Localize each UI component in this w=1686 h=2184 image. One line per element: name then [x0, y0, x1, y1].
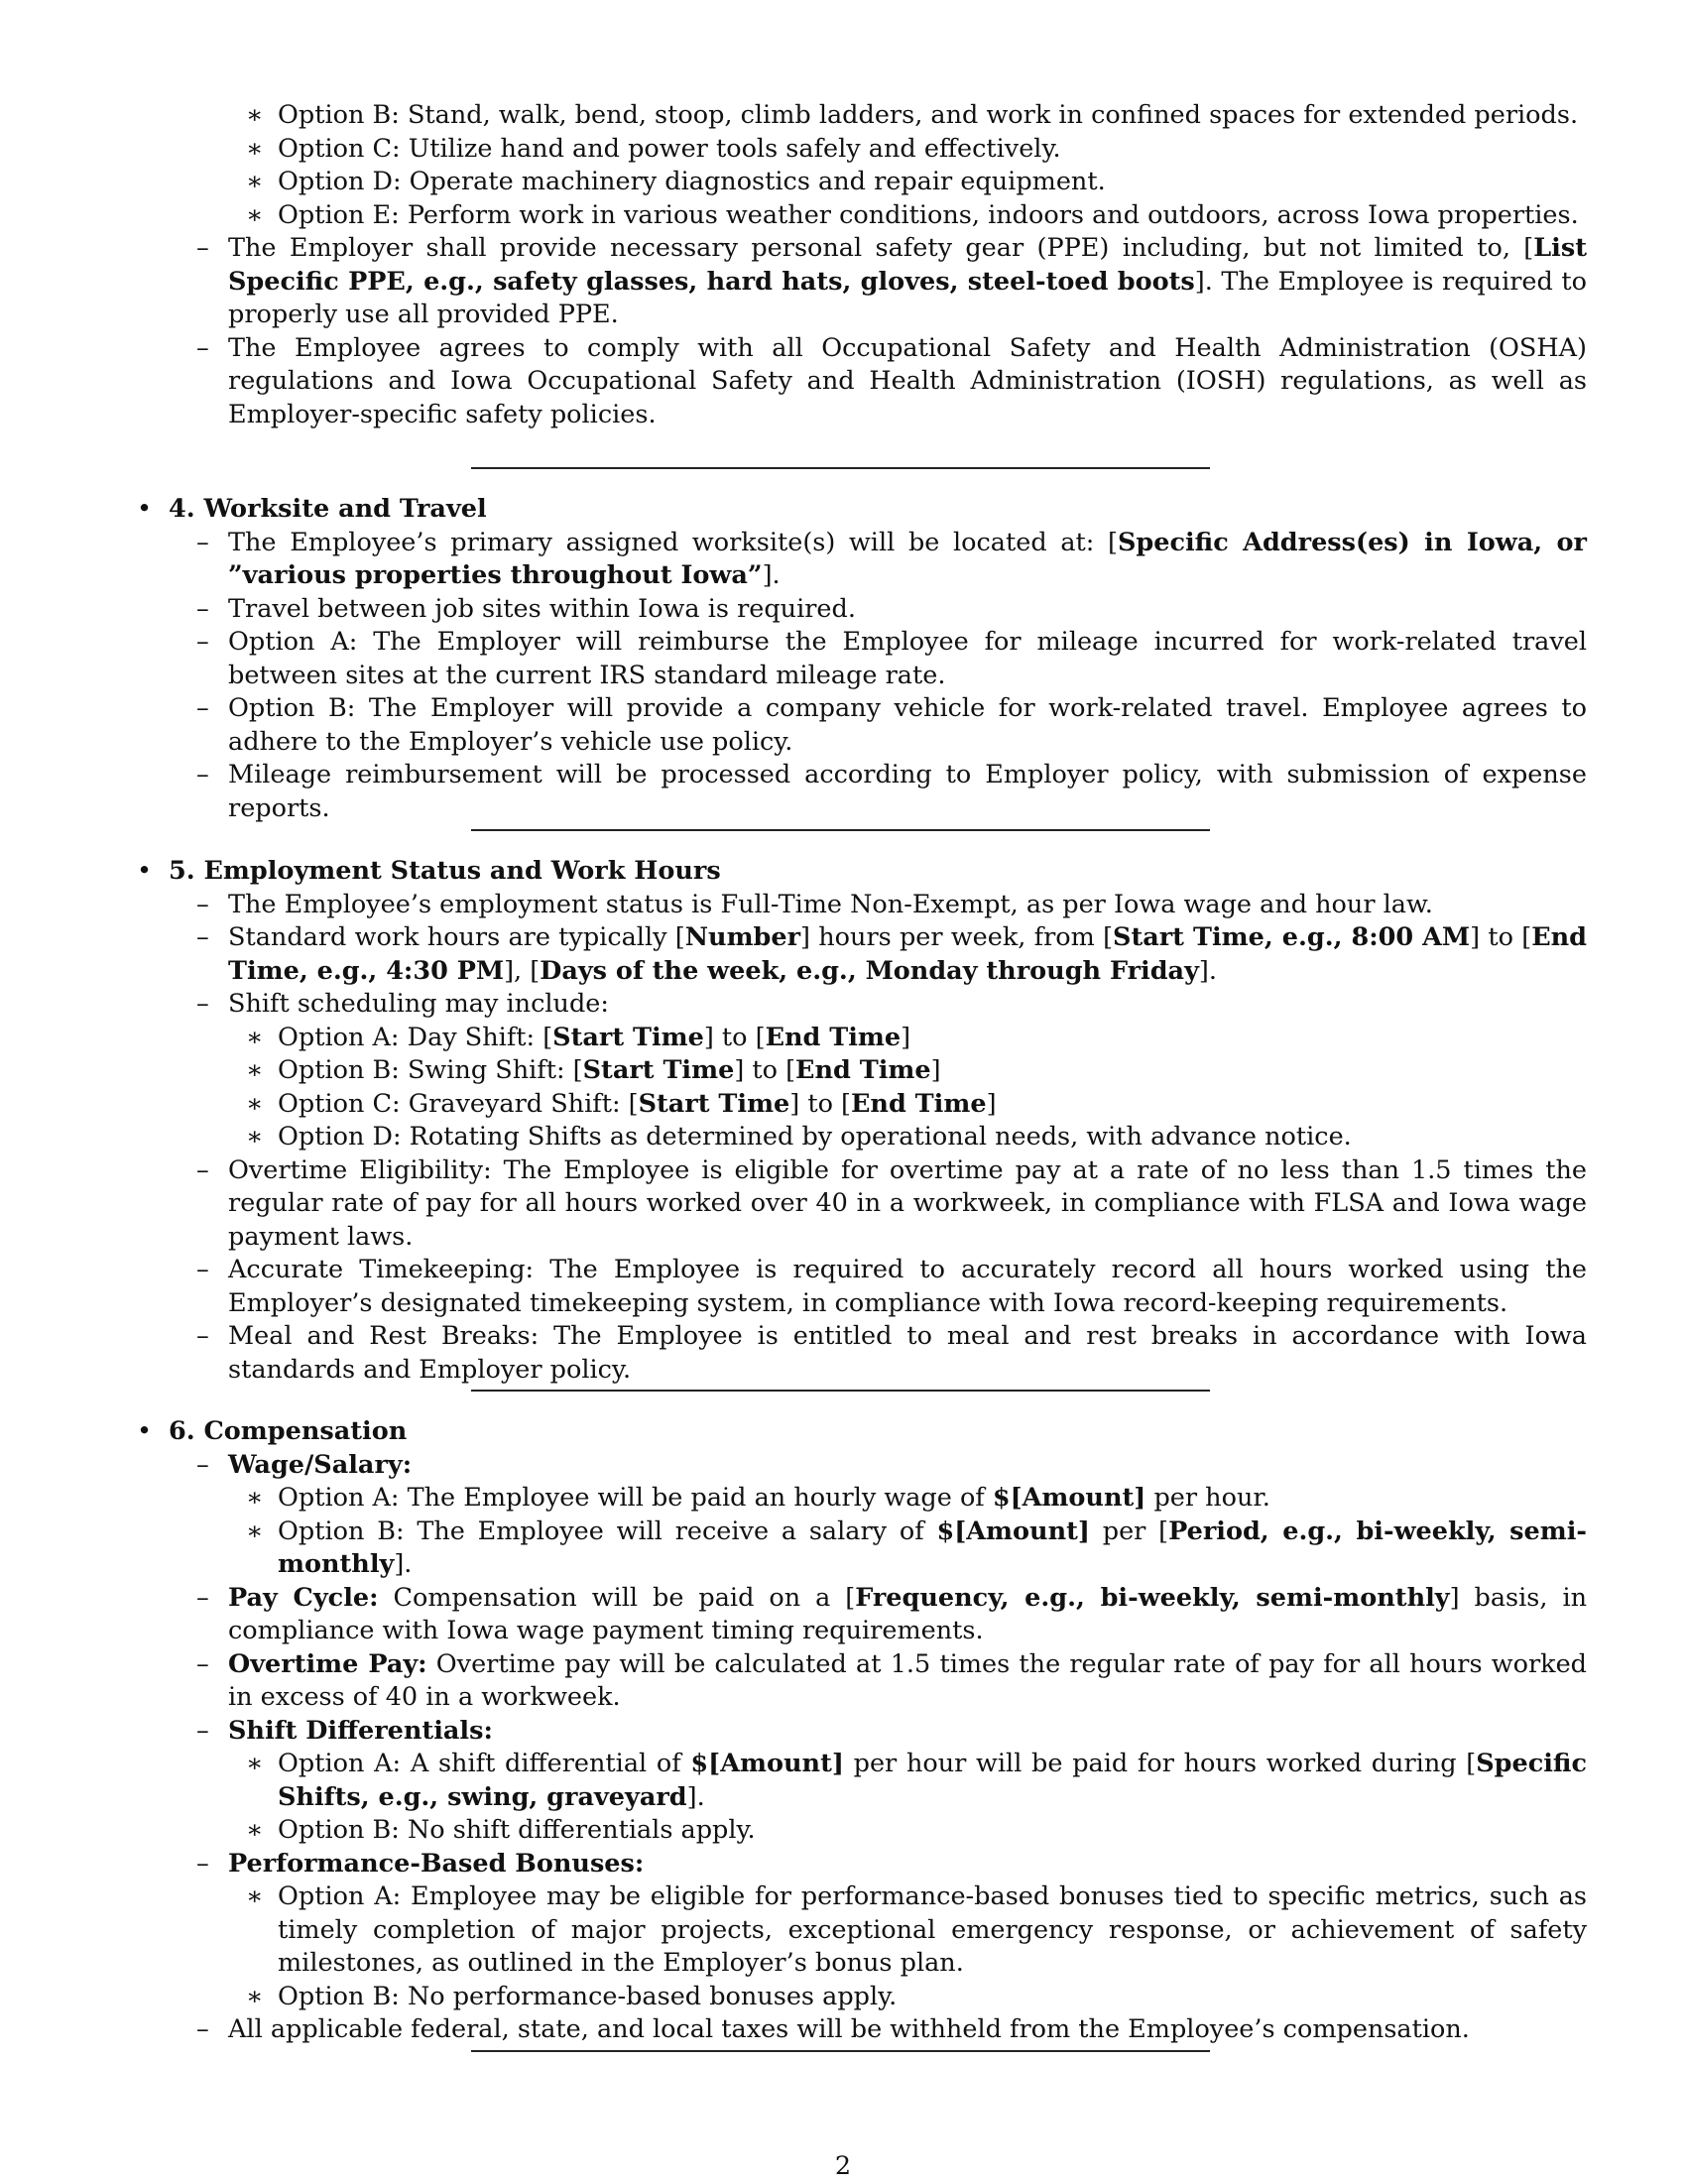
list-item: – Travel between job sites within Iowa is required. [196, 593, 856, 624]
list-item: – The Employee’s primary assigned worksite(s) will be located at: [Specific Address(es) in Iowa, or ”various properties throughout Iowa”]. [196, 527, 1587, 590]
list-item: – The Employee agrees to comply with all Occupational Safety and Health Administration (OSHA) regulations and Iowa Occupational Safety and Health Administration (IOSH) regulations, as well as Employer-specific safety policies. [196, 332, 1587, 429]
section-divider [471, 1390, 1210, 1392]
section-heading: • 6. Compensation [137, 1416, 408, 1446]
section-6 [129, 1415, 1587, 2047]
section-divider [471, 467, 1210, 469]
list-item: – Pay Cycle: Compensation will be paid on a [Frequency, e.g., bi-weekly, semi-monthly] basis, in compliance with Iowa wage payment timing requirements. [196, 1582, 1588, 1645]
section-heading: • 4. Worksite and Travel [137, 494, 487, 524]
list-item: ∗ Option A: Day Shift: [Start Time] to [End Time] [246, 1022, 911, 1052]
list-item: – Option B: The Employer will provide a company vehicle for work-related travel. Employee agrees to adhere to the Employer’s vehicle use policy. [196, 693, 1587, 757]
section-heading: • 5. Employment Status and Work Hours [137, 856, 721, 886]
list-item: ∗ Option B: Swing Shift: [Start Time] to [End Time] [246, 1055, 941, 1085]
list-item: ∗ Option A: A shift differential of $[Amount] per hour will be paid for hours worked during [Specific Shifts, e.g., swing, graveyard]. [246, 1749, 1587, 1812]
list-item: – The Employee’s employment status is Full-Time Non-Exempt, as per Iowa wage and hour law. [196, 889, 1433, 919]
list-item: – Performance-Based Bonuses: [196, 1848, 645, 1879]
list-item: – Shift scheduling may include: [196, 989, 609, 1019]
list-item: ∗ Option A: Employee may be eligible for performance-based bonuses tied to specific metrics, such as timely completion of major projects, exceptional emergency response, or achievement of safety milestones, as outlined in the Employer’s bonus plan. [246, 1881, 1587, 1978]
list-item: – Meal and Rest Breaks: The Employee is entitled to meal and rest breaks in accordance with Iowa standards and Employer policy. [196, 1321, 1587, 1385]
section-3-continuation [129, 99, 1587, 431]
section-4 [129, 493, 1587, 825]
list-item: ∗ Option C: Graveyard Shift: [Start Time] to [End Time] [246, 1088, 997, 1119]
section-5 [129, 855, 1587, 1387]
list-item: – Overtime Pay: Overtime pay will be calculated at 1.5 times the regular rate of pay for all hours worked in excess of 40 in a workweek. [196, 1648, 1587, 1712]
list-item: – All applicable federal, state, and local taxes will be withheld from the Employee’s compensation. [196, 2014, 1470, 2044]
list-item: – Standard work hours are typically [Number] hours per week, from [Start Time, e.g., 8:00 AM] to [End Time, e.g., 4:30 PM], [Days of the week, e.g., Monday through Friday]. [196, 922, 1587, 986]
list-item: – The Employer shall provide necessary personal safety gear (PPE) including, but not limited to, [List Specific PPE, e.g., safety glasses, hard hats, gloves, steel-toed boots]. The Employee is required to properly use all provided PPE. [196, 233, 1587, 329]
list-item: ∗ Option B: No performance-based bonuses apply. [246, 1981, 898, 2011]
list-item: – Shift Differentials: [196, 1715, 493, 1746]
list-item: ∗ Option B: No shift differentials apply. [246, 1815, 756, 1845]
list-item: ∗ Option D: Rotating Shifts as determined by operational needs, with advance notice. [246, 1122, 1352, 1152]
list-item: – Wage/Salary: [196, 1449, 413, 1480]
list-item: ∗ Option B: The Employee will receive a salary of $[Amount] per [Period, e.g., bi-weekly, semi-monthly]. [246, 1516, 1587, 1579]
section-divider [471, 829, 1210, 831]
section-divider [471, 2050, 1210, 2052]
list-item: ∗ Option A: The Employee will be paid an hourly wage of $[Amount] per hour. [246, 1483, 1270, 1513]
list-item: ∗ Option E: Perform work in various weather conditions, indoors and outdoors, across Iowa properties. [246, 199, 1579, 230]
list-item: – Overtime Eligibility: The Employee is eligible for overtime pay at a rate of no less than 1.5 times the regular rate of pay for all hours worked over 40 in a workweek, in compliance with FLSA and Iowa wage payment laws. [196, 1154, 1587, 1252]
list-item: – Option A: The Employer will reimburse the Employee for mileage incurred for work-related travel between sites at the current IRS standard mileage rate. [196, 627, 1587, 690]
list-item: ∗ Option C: Utilize hand and power tools safely and effectively. [246, 133, 1061, 164]
list-item: – Accurate Timekeeping: The Employee is required to accurately record all hours worked using the Employer’s designated timekeeping system, in compliance with Iowa record-keeping requirements. [196, 1255, 1587, 1318]
list-item: ∗ Option B: Stand, walk, bend, stoop, climb ladders, and work in confined spaces for extended periods. [246, 100, 1579, 130]
page-number: 2 [834, 2151, 852, 2181]
list-item: – Mileage reimbursement will be processed according to Employer policy, with submission of expense reports. [196, 760, 1587, 823]
list-item: ∗ Option D: Operate machinery diagnostics and repair equipment. [246, 167, 1106, 196]
